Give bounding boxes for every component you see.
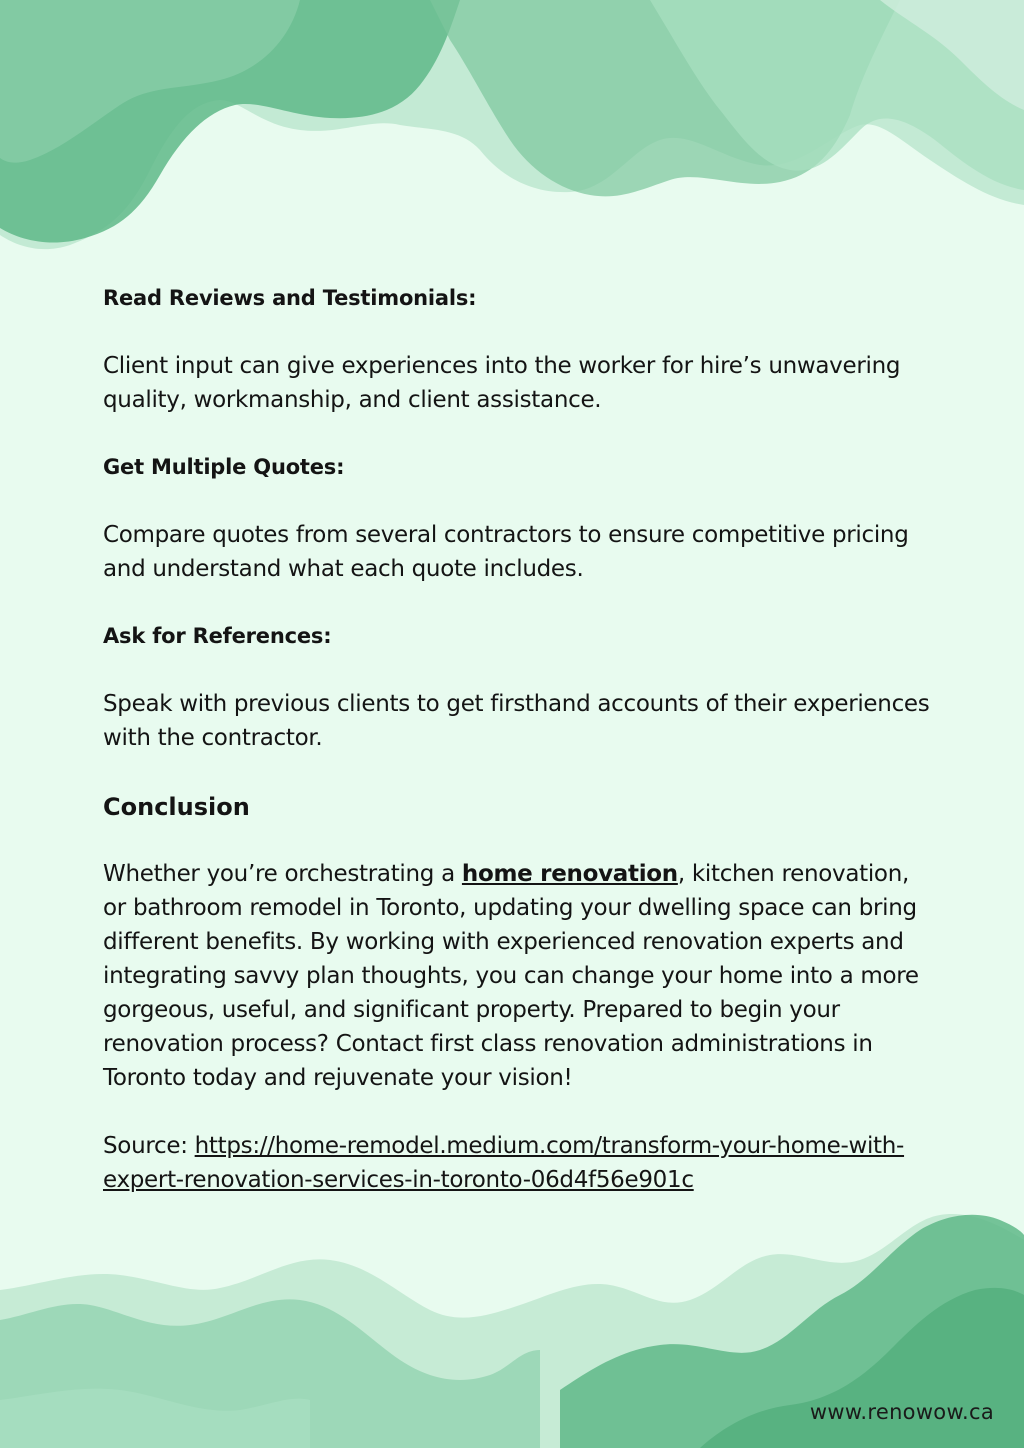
conclusion-paragraph — [103, 857, 933, 1095]
source-line — [103, 1129, 933, 1197]
home-renovation-link[interactable]: home renovation — [461, 861, 678, 887]
conclusion-text-end: , kitchen renovation, or bathroom remodel in Toronto, updating your dwelling space can bring different benefits. By working with experienced renovation experts and integrating savvy plan thoughts, you can change your home into a more gorgeous, useful, and significant property. Prepared to begin your renovation process? Contact first class renovation administrations in Toronto today and rejuvenate your vision! — [103, 861, 919, 1091]
section-heading: Ask for References: — [103, 624, 332, 648]
section-references — [103, 620, 933, 755]
source-link[interactable]: https://home-remodel.medium.com/transform-your-home-with-expert-renovation-services-in-toronto-06d4f56e901c — [103, 1133, 905, 1193]
section-heading: Read Reviews and Testimonials: — [103, 286, 477, 310]
section-body: Speak with previous clients to get firsthand accounts of their experiences with the contractor. — [103, 691, 930, 751]
section-quotes — [103, 451, 933, 586]
section-heading: Get Multiple Quotes: — [103, 455, 345, 479]
conclusion-section — [103, 789, 933, 1095]
top-watercolor-decoration — [0, 0, 1024, 270]
main-content — [103, 282, 933, 1231]
footer-website: www.renowow.ca — [809, 1400, 994, 1424]
section-body: Compare quotes from several contractors to ensure competitive pricing and understand what each quote includes. — [103, 522, 909, 582]
source-label: Source: — [103, 1133, 195, 1159]
conclusion-title: Conclusion — [103, 793, 250, 821]
section-reviews — [103, 282, 933, 417]
conclusion-text-start: Whether you’re orchestrating a — [103, 861, 462, 887]
section-body: Client input can give experiences into the worker for hire’s unwavering quality, workmanship, and client assistance. — [103, 353, 901, 413]
